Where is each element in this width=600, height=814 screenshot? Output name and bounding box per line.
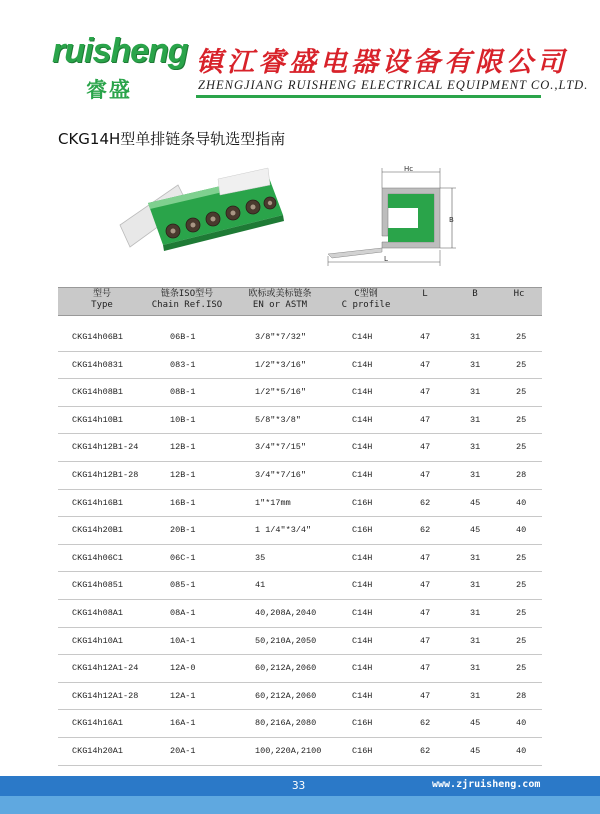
- cell-b: 45: [470, 718, 481, 729]
- cell-b: 45: [470, 745, 481, 756]
- cell-type: CKG14h0851: [72, 580, 124, 591]
- cell-en-astm: 40,208A,2040: [255, 607, 317, 618]
- cell-b: 31: [470, 469, 481, 480]
- header-c-profile: C型钢 C profile: [341, 289, 391, 310]
- cell-en-astm: 1/2″*3/16″: [255, 359, 307, 370]
- table-row: [58, 490, 542, 518]
- cell-chain-iso: 12A-1: [170, 690, 196, 701]
- cell-chain-iso: 06C-1: [170, 552, 196, 563]
- cell-l: 47: [420, 635, 431, 646]
- table-row: [58, 545, 542, 573]
- cell-c-profile: C14H: [352, 387, 373, 398]
- cell-c-profile: C14H: [352, 607, 373, 618]
- company-name-chinese: 镇江睿盛电器设备有限公司: [196, 47, 568, 78]
- cell-en-astm: 1/2″*5/16″: [255, 387, 307, 398]
- cell-b: 45: [470, 497, 481, 508]
- table-row: [58, 379, 542, 407]
- header-hc: Hc: [513, 289, 525, 299]
- table-row: [58, 462, 542, 490]
- cell-type: CKG14h12A1-24: [72, 663, 139, 674]
- table-row: [58, 655, 542, 683]
- cell-en-astm: 3/4″*7/16″: [255, 469, 307, 480]
- cell-l: 47: [420, 387, 431, 398]
- cell-chain-iso: 10A-1: [170, 635, 196, 646]
- header-b: B: [472, 289, 478, 299]
- cell-en-astm: 5/8″*3/8″: [255, 414, 301, 425]
- cell-hc: 40: [516, 497, 527, 508]
- product-photo: [118, 165, 288, 265]
- cell-l: 47: [420, 469, 431, 480]
- cell-c-profile: C16H: [352, 745, 373, 756]
- cell-b: 31: [470, 332, 481, 342]
- cell-c-profile: C14H: [352, 469, 373, 480]
- table-row: [58, 324, 542, 352]
- table-row: [58, 683, 542, 711]
- cell-en-astm: 1 1/4″*3/4″: [255, 525, 312, 536]
- cell-type: CKG14h16B1: [72, 497, 124, 508]
- cell-type: CKG14h12B1-28: [72, 469, 139, 480]
- cell-hc: 28: [516, 690, 527, 701]
- cell-l: 47: [420, 332, 431, 342]
- logo-chinese: 睿盛: [86, 78, 132, 102]
- cell-b: 31: [470, 414, 481, 425]
- cell-b: 31: [470, 607, 481, 618]
- cell-hc: 28: [516, 469, 527, 480]
- cell-c-profile: C16H: [352, 718, 373, 729]
- table-row: [58, 738, 542, 766]
- cell-chain-iso: 12B-1: [170, 442, 196, 453]
- table-row: [58, 517, 542, 545]
- cell-hc: 40: [516, 525, 527, 536]
- cell-b: 31: [470, 552, 481, 563]
- cell-l: 62: [420, 718, 431, 729]
- cell-b: 31: [470, 690, 481, 701]
- header-type: 型号 Type: [91, 289, 113, 310]
- cell-chain-iso: 10B-1: [170, 414, 196, 425]
- cell-hc: 25: [516, 635, 527, 646]
- cell-hc: 25: [516, 359, 527, 370]
- page-footer: [0, 776, 600, 814]
- cell-hc: 25: [516, 607, 527, 618]
- cell-en-astm: 3/8″*7/32″: [255, 332, 307, 342]
- cell-hc: 25: [516, 442, 527, 453]
- cell-hc: 25: [516, 580, 527, 591]
- cell-l: 47: [420, 359, 431, 370]
- table-body: [58, 324, 542, 766]
- cell-type: CKG14h12A1-28: [72, 690, 139, 701]
- cell-l: 62: [420, 525, 431, 536]
- cell-c-profile: C14H: [352, 442, 373, 453]
- table-row: [58, 572, 542, 600]
- cell-chain-iso: 16A-1: [170, 718, 196, 729]
- cell-type: CKG14h0831: [72, 359, 124, 370]
- cell-en-astm: 100,220A,2100: [255, 745, 322, 756]
- cell-chain-iso: 08A-1: [170, 607, 196, 618]
- selection-table: [58, 287, 542, 766]
- cell-chain-iso: 06B-1: [170, 332, 196, 342]
- cell-l: 47: [420, 580, 431, 591]
- table-row: [58, 710, 542, 738]
- cell-type: CKG14h12B1-24: [72, 442, 139, 453]
- label-hc: Hc: [404, 166, 414, 173]
- website-link[interactable]: www.zjruisheng.com: [432, 779, 541, 790]
- cell-hc: 25: [516, 387, 527, 398]
- cell-c-profile: C14H: [352, 552, 373, 563]
- cell-en-astm: 35: [255, 552, 266, 563]
- cell-c-profile: C14H: [352, 332, 373, 342]
- cell-en-astm: 60,212A,2060: [255, 663, 317, 674]
- cell-l: 47: [420, 414, 431, 425]
- cell-l: 62: [420, 497, 431, 508]
- cell-b: 31: [470, 635, 481, 646]
- header-en-astm: 欧标或美标链条 EN or ASTM: [248, 289, 312, 310]
- cell-en-astm: 41: [255, 580, 266, 591]
- company-logo: [52, 32, 192, 104]
- header-divider: [196, 95, 541, 98]
- cell-b: 45: [470, 525, 481, 536]
- cell-type: CKG14h10A1: [72, 635, 124, 646]
- cell-en-astm: 50,210A,2050: [255, 635, 317, 646]
- page-number: 33: [292, 779, 306, 792]
- table-header: [58, 287, 542, 316]
- cell-chain-iso: 12B-1: [170, 469, 196, 480]
- cell-en-astm: 3/4″*7/15″: [255, 442, 307, 453]
- cell-l: 47: [420, 552, 431, 563]
- cell-hc: 40: [516, 718, 527, 729]
- cell-type: CKG14h06B1: [72, 332, 124, 342]
- page-title: CKG14H型单排链条导轨选型指南: [58, 130, 286, 148]
- label-b: B: [449, 216, 454, 224]
- cell-type: CKG14h20A1: [72, 745, 124, 756]
- table-row: [58, 407, 542, 435]
- cell-c-profile: C14H: [352, 414, 373, 425]
- profile-drawing: [322, 166, 512, 270]
- cell-type: CKG14h20B1: [72, 525, 124, 536]
- cell-l: 62: [420, 745, 431, 756]
- cell-en-astm: 1″*17mm: [255, 497, 291, 508]
- cell-en-astm: 60,212A,2060: [255, 690, 317, 701]
- cell-c-profile: C14H: [352, 580, 373, 591]
- cell-b: 31: [470, 442, 481, 453]
- header-chain-iso: 链条ISO型号 Chain Ref.ISO: [151, 289, 223, 310]
- cell-b: 31: [470, 663, 481, 674]
- table-row: [58, 434, 542, 462]
- cell-chain-iso: 08B-1: [170, 387, 196, 398]
- header-l: L: [422, 289, 428, 299]
- cell-c-profile: C16H: [352, 497, 373, 508]
- cell-type: CKG14h16A1: [72, 718, 124, 729]
- cell-l: 47: [420, 442, 431, 453]
- table-row: [58, 352, 542, 380]
- cell-b: 31: [470, 359, 481, 370]
- cell-hc: 25: [516, 414, 527, 425]
- table-row: [58, 600, 542, 628]
- cell-type: CKG14h06C1: [72, 552, 124, 563]
- cell-l: 47: [420, 607, 431, 618]
- cell-b: 31: [470, 580, 481, 591]
- cell-chain-iso: 16B-1: [170, 497, 196, 508]
- company-name-english: ZHENGJIANG RUISHENG ELECTRICAL EQUIPMENT CO.,LTD.: [198, 78, 589, 92]
- cell-hc: 25: [516, 552, 527, 563]
- cell-hc: 40: [516, 745, 527, 756]
- cell-chain-iso: 20A-1: [170, 745, 196, 756]
- cell-c-profile: C14H: [352, 635, 373, 646]
- page-header: [0, 0, 600, 110]
- cell-type: CKG14h08B1: [72, 387, 124, 398]
- cell-b: 31: [470, 387, 481, 398]
- table-row: [58, 628, 542, 656]
- cell-chain-iso: 085-1: [170, 580, 196, 591]
- cell-type: CKG14h10B1: [72, 414, 124, 425]
- cell-chain-iso: 083-1: [170, 359, 196, 370]
- cell-type: CKG14h08A1: [72, 607, 124, 618]
- cell-l: 47: [420, 663, 431, 674]
- cell-c-profile: C16H: [352, 525, 373, 536]
- cell-l: 47: [420, 690, 431, 701]
- cell-c-profile: C14H: [352, 359, 373, 370]
- cell-c-profile: C14H: [352, 663, 373, 674]
- cell-hc: 25: [516, 332, 527, 342]
- cell-chain-iso: 20B-1: [170, 525, 196, 536]
- footer-bar: [0, 776, 600, 796]
- cell-en-astm: 80,216A,2080: [255, 718, 317, 729]
- cell-c-profile: C14H: [352, 690, 373, 701]
- cell-hc: 25: [516, 663, 527, 674]
- logo-wordmark: ruisheng: [52, 32, 188, 70]
- cell-chain-iso: 12A-0: [170, 663, 196, 674]
- label-l: L: [384, 255, 388, 263]
